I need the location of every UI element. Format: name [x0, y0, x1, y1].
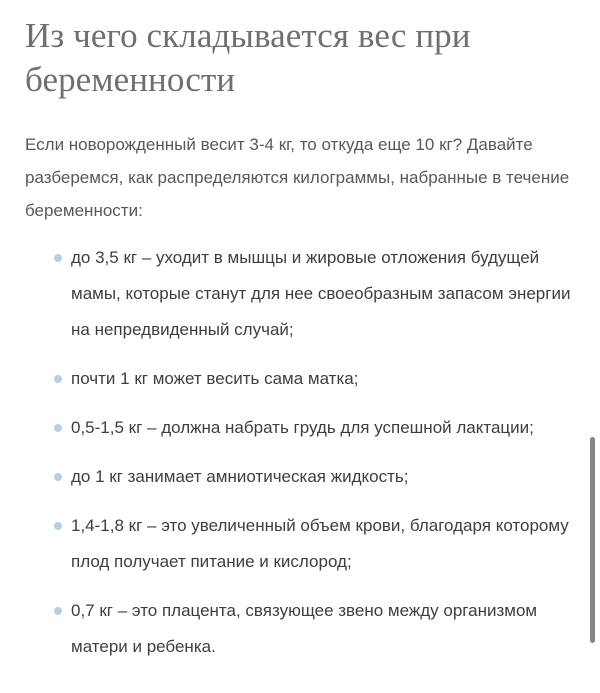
vertical-scrollbar-thumb[interactable] [590, 437, 595, 643]
bullet-icon [54, 522, 62, 530]
list-item [54, 593, 580, 665]
list-item [54, 459, 580, 495]
bullet-icon [54, 424, 62, 432]
list-item-text: 0,5-1,5 кг – должна набрать грудь для успешной лактации; [71, 418, 534, 437]
bullet-icon [54, 607, 62, 615]
list-item [54, 410, 580, 446]
list-item [54, 361, 580, 397]
list-item [54, 240, 580, 348]
list-item-text: 1,4-1,8 кг – это увеличенный объем крови, благодаря которому плод получает питание и кислород; [71, 516, 569, 571]
bullet-icon [54, 254, 62, 262]
list-item-text: 0,7 кг – это плацента, связующее звено между организмом матери и ребенка. [71, 601, 538, 656]
vertical-scrollbar-track[interactable] [585, 0, 600, 693]
weight-breakdown-list [0, 227, 600, 665]
bullet-icon [54, 473, 62, 481]
list-item-text: до 1 кг занимает амниотическая жидкость; [71, 467, 409, 486]
article-intro-paragraph: Если новорожденный весит 3-4 кг, то откуда еще 10 кг? Давайте разберемся, как распределяются килограммы, набранные в течение беременности: [25, 135, 570, 220]
list-item-text: до 3,5 кг – уходит в мышцы и жировые отложения будущей мамы, которые станут для нее своеобразным запасом энергии на непредвиденный случай; [71, 248, 571, 339]
list-item [54, 508, 580, 580]
list-item-text: почти 1 кг может весить сама матка; [71, 369, 359, 388]
bullet-icon [54, 375, 62, 383]
page-title: Из чего складывается вес при беременности [25, 16, 471, 99]
